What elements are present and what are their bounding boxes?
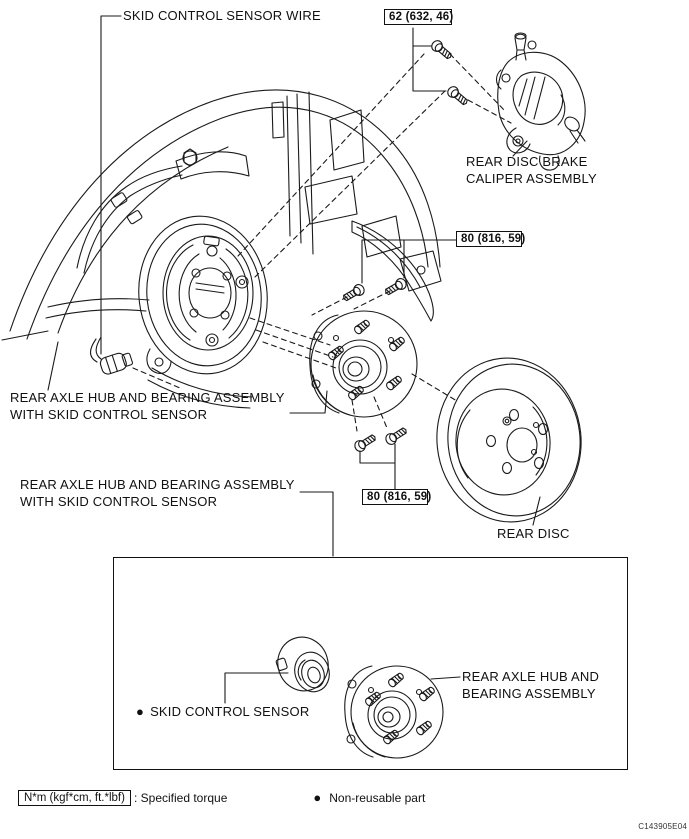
- torque-spec-backing-plate-bolts: 80 (816, 59): [456, 231, 522, 247]
- label-hub-lower-line1: REAR AXLE HUB AND BEARING ASSEMBLY: [20, 477, 295, 492]
- torque-spec-hub-bolts: 80 (816, 59): [362, 489, 428, 505]
- fender-wheel-arch-drawing: [2, 90, 440, 408]
- brake-hose-drawing: [77, 149, 249, 273]
- rear-disc-drawing: [429, 351, 589, 529]
- label-skid-control-sensor: [136, 704, 309, 721]
- detail-group-box: [113, 557, 628, 770]
- hub-bolt-icons: [353, 425, 409, 453]
- label-rear-axle-hub-assembly: [462, 669, 599, 702]
- legend: [18, 790, 425, 806]
- label-hub-assembly-line1: REAR AXLE HUB AND: [462, 669, 600, 684]
- legend-torque-caption: : Specified torque: [133, 791, 228, 805]
- label-skid-sensor-text: SKID CONTROL SENSOR: [150, 704, 310, 719]
- label-hub-lower-line2: WITH SKID CONTROL SENSOR: [20, 493, 218, 509]
- splash-shield-drawing: [352, 221, 441, 321]
- backing-plate-bolt-icons: [341, 277, 408, 304]
- label-caliper-line2: CALIPER ASSEMBLY: [466, 170, 597, 186]
- caliper-bolt-icons: [430, 39, 470, 108]
- legend-non-reusable-caption: Non-reusable part: [329, 791, 426, 805]
- legend-torque-unit-box: N*m (kgf*cm, ft.*lbf): [18, 790, 131, 806]
- label-hub-upper-line1: REAR AXLE HUB AND BEARING ASSEMBLY: [10, 390, 285, 405]
- non-reusable-bullet-icon: ●: [136, 704, 145, 719]
- torque-spec-caliper-bolts: 62 (632, 46): [384, 9, 452, 25]
- label-caliper-line1: REAR DISC BRAKE: [466, 154, 588, 169]
- label-rear-disc-brake-caliper: [466, 154, 597, 187]
- caliper-assembly-drawing: [497, 33, 586, 170]
- label-hub-upper-line2: WITH SKID CONTROL SENSOR: [10, 406, 208, 422]
- label-hub-with-sensor-lower: [20, 477, 295, 510]
- figure-code: C143905E04: [638, 822, 687, 831]
- label-hub-with-sensor-upper: [10, 390, 285, 423]
- label-rear-disc: REAR DISC: [497, 526, 570, 541]
- skid-control-sensor-connector-drawing: [91, 337, 134, 376]
- backing-plate-drawing: [130, 209, 276, 381]
- label-hub-assembly-line2: BEARING ASSEMBLY: [462, 685, 596, 701]
- legend-non-reusable-bullet-icon: ●: [313, 790, 322, 805]
- label-skid-control-sensor-wire: SKID CONTROL SENSOR WIRE: [123, 8, 321, 23]
